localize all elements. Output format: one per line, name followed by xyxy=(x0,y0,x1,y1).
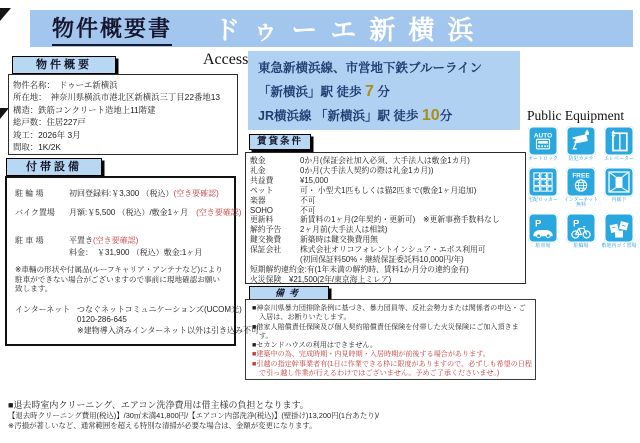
section-header-remarks: 備考 xyxy=(249,286,329,300)
remark-item: ■借家人賠償責任保険及び個人契約賠償責任保険を付帯した火災保険にご加入頂きます。 xyxy=(252,322,519,340)
availability-note: (空き要確認) xyxy=(196,208,242,217)
equipment-inner-corridor: 内廊下 xyxy=(600,167,638,209)
overview-layout: 間取：1K/2K xyxy=(13,142,61,153)
table-row: SOHO 不可 xyxy=(250,205,316,215)
table-row: 保証会社 株式会社オリコフォレントインシュア・エポス利用可 xyxy=(250,245,486,255)
internet-note: ※建物導入済みインターネット以外は引き込み不可 xyxy=(77,325,259,335)
remark-item-alert: ■建築中の為、完成時期・内見時期・入居時期が前後する場合があります。 xyxy=(252,350,490,359)
overview-property-name: 物件名称： ドゥーエ新横浜 xyxy=(13,80,118,90)
car-parking-caution: ※車輛の形状や付属品(ルーフキャリア・アンテナなど)により駐車ができない場合がございますので事前に現地確認お願い致します。 xyxy=(15,265,223,294)
free-internet-icon xyxy=(566,167,596,197)
motorbike-parking-row: バイク置場 月額:￥5,500 （税込）/敷金1ヶ月 (空き要確認) xyxy=(15,208,242,217)
section-header-rental: 賃貸条件 xyxy=(249,134,311,150)
bicycle-parking-icon xyxy=(566,213,596,243)
access-box xyxy=(248,51,520,130)
equipment-elevator: エレベーター xyxy=(600,126,638,163)
table-row: ペット 可・ 小型犬1匹もしくは猫2匹まで(敷金1ヶ月追加) xyxy=(250,185,477,195)
table-row: 解約予告 2ヶ月前(大手法人は相談) xyxy=(250,225,388,235)
facilities-box xyxy=(5,176,259,346)
access-walk-1: 「新横浜」駅 徒歩 7 分 xyxy=(258,83,390,100)
parking-icon xyxy=(528,213,558,243)
availability-note: (空き要確認) xyxy=(93,236,139,245)
public-equipment-grid xyxy=(524,126,638,249)
equipment-garbage-area: 敷地内ゴミ置場 xyxy=(600,213,638,250)
rental-conditions-table xyxy=(245,152,526,284)
property-name-title: ドゥーエ新横浜 xyxy=(214,15,487,45)
property-overview-box xyxy=(8,74,238,155)
equipment-free-internet: FREE インターネット無料 xyxy=(562,167,600,209)
public-equipment-title: Public Equipment xyxy=(527,108,625,123)
elevator-icon xyxy=(604,126,634,156)
delivery-locker-icon xyxy=(528,167,558,197)
section-header-facilities: 付帯設備 xyxy=(6,158,102,176)
bicycle-parking-row: 駐 輪 場 初回登録料:￥3,300 （税込）(空き要確認) xyxy=(15,189,219,198)
auto-lock-icon xyxy=(528,126,558,156)
overview-total-units: 総戸数：住居227戸 xyxy=(13,117,86,128)
table-row: 礼金 0か月(大手法人契約の際は礼金1カ月)) xyxy=(250,165,434,175)
equipment-parking: P 駐車場 xyxy=(524,213,562,250)
overview-completion: 竣工：2026年 3月 xyxy=(13,129,81,140)
equipment-security-camera: 防犯カメラ xyxy=(562,126,600,163)
internet-provider: つなぐネットコミュニケーションズ(UCOM光) xyxy=(77,304,242,314)
title-banner xyxy=(30,10,633,47)
doc-type-title: 物件概要書 xyxy=(52,12,172,46)
walk-minutes-10: 10 xyxy=(421,107,440,124)
walk-minutes-7: 7 xyxy=(364,83,374,100)
remark-item-alert: ■引越の指定幹事業者有(1日に作業できる枠に限度がありますので、必ずしも希望の日程で引っ越し作業が行えるわけではございません。予めご了承くださいませ。) xyxy=(252,359,533,378)
availability-note: (空き要確認) xyxy=(173,189,219,198)
short-term-penalty-line: 短期解約違約金:有(1年未満の解約時、賃料1か月分の違約金有) xyxy=(250,264,469,274)
remark-item: ■セカンドハウスの利用はできません。 xyxy=(252,341,377,350)
table-row: 鍵交換費 新築時は鍵交換費用無 xyxy=(250,235,378,245)
cleaning-cost-detail: 【退去時クリーニング費用(税込)】/30㎡未満41,800円/【エアコン内部洗浄(税込)】(壁掛け)13,200円(1台あたり)/ xyxy=(8,411,380,420)
garbage-area-icon xyxy=(604,213,634,243)
equipment-delivery-locker: 宅配ロッカー xyxy=(524,167,562,209)
corner-mark-top xyxy=(0,8,11,21)
internet-row: インターネット つなぐネットコミュニケーションズ(UCOM光) 0120-286-645 ※建物導入済みインターネット以外は引き込み不可 xyxy=(15,304,259,335)
svg-text:P: P xyxy=(573,218,580,230)
equipment-auto-lock: AUTO オートロック xyxy=(524,126,562,163)
svg-text:P: P xyxy=(535,218,542,230)
overview-address: 所在地： 神奈川県横浜市港北区新横浜三丁目22番地13 xyxy=(13,92,221,103)
remarks-box xyxy=(245,299,536,380)
svg-text:FREE: FREE xyxy=(572,172,590,180)
car-parking-fee: 料金： ￥31,900 （税込）敷金:1ヶ月 xyxy=(69,248,203,257)
cleaning-cost-note: ■退去時室内クリーニング、エアコン洗浄費用は借主様の負担となります。 xyxy=(8,400,309,410)
table-row: 共益費 ¥15,000 xyxy=(250,175,329,185)
access-walk-2: JR横浜線 「新横浜」駅 徒歩 10分 xyxy=(258,107,453,124)
internet-phone: 0120-286-645 xyxy=(77,315,127,325)
access-lines-info: 東急新横浜線、市営地下鉄ブルーライン xyxy=(258,61,483,75)
inner-corridor-icon xyxy=(604,167,634,197)
car-parking-row: 駐 車 場 平置き(空き要確認) xyxy=(15,236,139,245)
svg-text:AUTO: AUTO xyxy=(533,132,553,140)
cleaning-cost-caveat: ※汚損が著しいなど、通常範囲を超える特別な清掃が必要な場合は、金額が変更になります。 xyxy=(8,421,317,430)
equipment-bicycle-parking: P 駐輪場 xyxy=(562,213,600,250)
access-label: Access xyxy=(203,51,249,68)
section-header-overview: 物件概要 xyxy=(12,56,116,74)
fire-insurance-line: 火災保険 ¥21,500(2年/東京海上ミレア) xyxy=(250,274,392,284)
security-camera-icon xyxy=(566,126,596,156)
footer-notes xyxy=(8,399,379,431)
table-row: 楽器 不可 xyxy=(250,195,316,205)
table-row: 敷金 0か月(保証会社加入必須、大手法人は敷金1カ月) xyxy=(250,156,470,165)
table-row: (初回保証料50%・継続保証委託料10,000円/年) xyxy=(300,255,464,265)
remark-item: ■神奈川県暴力団排除条例に基づき、暴力団員等、反社会勢力または関係者の申込・ご入居は、お断りいたします。 xyxy=(252,304,526,322)
overview-structure: 構造：鉄筋コンクリート造地上11階建 xyxy=(13,104,156,115)
table-row: 更新料 新賃料の1ヶ月(2年契約・更新可) ※更新事務手数料なし xyxy=(250,215,500,225)
